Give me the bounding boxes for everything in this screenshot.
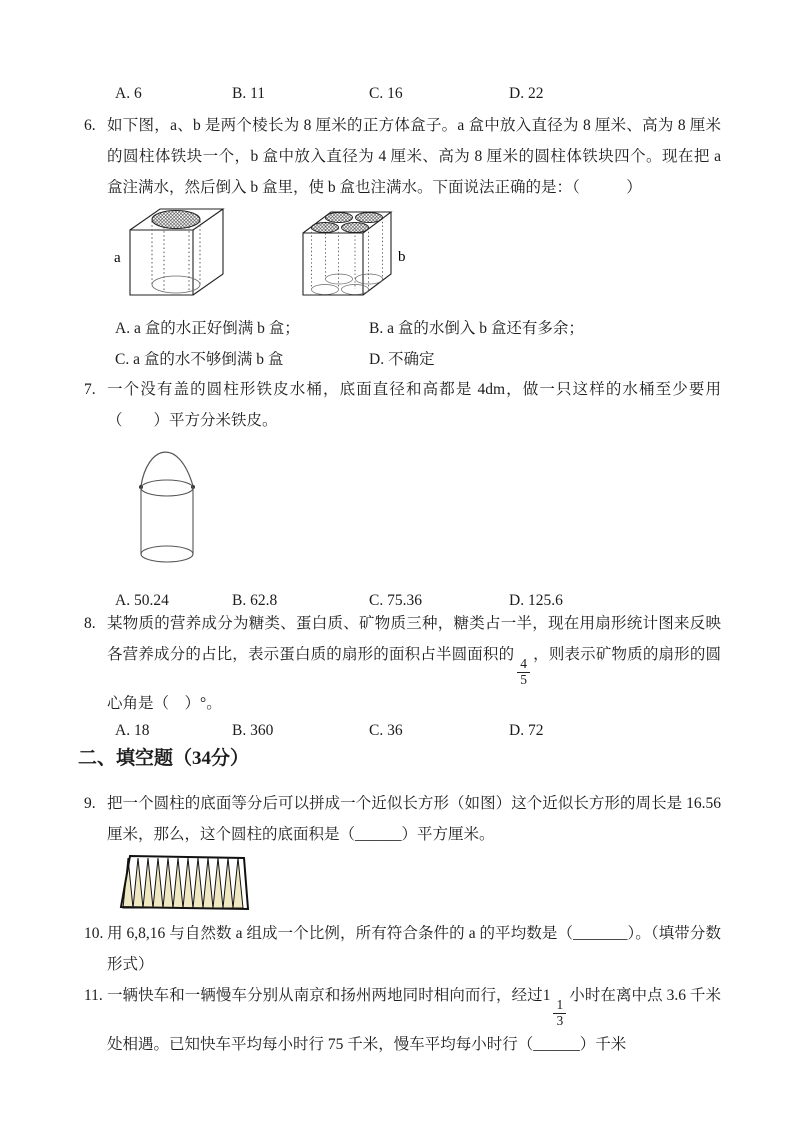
q7-option-b: B. 62.8 — [232, 592, 278, 609]
question-6 — [79, 110, 721, 203]
fraction-denominator: 5 — [520, 671, 528, 687]
question-7-number: 7. — [84, 381, 96, 398]
question-7 — [79, 374, 721, 436]
box-a-label: a — [114, 250, 121, 266]
bucket-diagram — [130, 441, 204, 569]
question-7-text: 一个没有盖的圆柱形铁皮水桶，底面直径和高都是 4dm，做一只这样的水桶至少要用（ ）平方分米铁皮。 — [107, 381, 721, 429]
question-8-text — [107, 608, 721, 719]
q8-option-b: B. 360 — [232, 722, 274, 739]
q8-option-c: C. 36 — [369, 722, 403, 739]
q6-options-row-2 — [79, 344, 721, 375]
box-b-label: b — [398, 249, 406, 265]
q11-text-before: 一辆快车和一辆慢车分别从南京和扬州两地同时相向而行，经过1 — [107, 987, 551, 1004]
bucket-rim — [141, 480, 193, 496]
q8-text-before: 某物质的营养成分为糖类、蛋白质、矿物质三种，糖类占一半，现在用扇形统计图来反映各营养成分的占比，表示蛋白质的扇形的面积占半圆面积的 — [107, 615, 721, 663]
q6-option-a: A. a 盒的水正好倒满 b 盒； — [115, 320, 300, 337]
fraction-four-fifths — [517, 657, 530, 688]
question-10-text: 用 6,8,16 与自然数 a 组成一个比例，所有符合条件的 a 的平均数是（_______）。（填带分数形式） — [107, 925, 721, 973]
fraction-numerator: 1 — [553, 998, 566, 1014]
question-9-text: 把一个圆柱的底面等分后可以拼成一个近似长方形（如图）这个近似长方形的周长是 16.56 厘米，那么，这个圆柱的底面积是（______）平方厘米。 — [107, 795, 721, 843]
q8-options-row — [79, 715, 721, 746]
bucket-handle — [141, 452, 193, 486]
fraction-one-third — [553, 998, 566, 1029]
cube-a-diagram — [113, 200, 228, 303]
q5-option-b: B. 11 — [232, 85, 266, 102]
question-11-text — [107, 980, 721, 1060]
q7-option-c: C. 75.36 — [369, 592, 422, 609]
bucket-bottom — [141, 546, 193, 562]
q5-options-row — [79, 78, 721, 109]
cylinder-a-top — [152, 211, 200, 229]
section-2-header: 二、填空题（34分） — [78, 748, 250, 769]
sector-teeth — [123, 858, 243, 908]
q6-option-d: D. 不确定 — [369, 351, 435, 368]
cube-b-diagram — [295, 203, 413, 303]
fraction-numerator: 4 — [517, 657, 530, 673]
cylinders-b-tops — [312, 213, 383, 233]
question-6-text: 如下图，a、b 是两个棱长为 8 厘米的正方体盒子。a 盒中放入直径为 8 厘米、高为 8 厘米的圆柱体铁块一个，b 盒中放入直径为 4 厘米、高为 8 厘米的圆柱体铁块四个。现在把 a 盒注满水，然后倒入 b 盒里，使 b 盒也注满水。下面说法正确的是：（ ） — [107, 117, 721, 196]
question-6-number: 6. — [84, 117, 96, 134]
q7-option-a: A. 50.24 — [115, 592, 169, 609]
question-9 — [79, 788, 721, 850]
bucket-sides — [141, 488, 193, 554]
question-10 — [79, 918, 721, 980]
q11-text-after: 小时在离中点 3.6 千米处相遇。已知快车平均每小时行 75 千米，慢车平均每小时行（______）千米 — [107, 987, 721, 1053]
question-9-number: 9. — [84, 795, 96, 812]
q5-option-c: C. 16 — [369, 85, 403, 102]
q6-option-b: B. a 盒的水倒入 b 盒还有多余； — [369, 320, 584, 337]
q8-option-d: D. 72 — [509, 722, 544, 739]
q8-option-a: A. 18 — [115, 722, 150, 739]
q7-option-d: D. 125.6 — [509, 592, 563, 609]
fraction-denominator: 3 — [556, 1012, 564, 1028]
question-11 — [79, 980, 721, 1060]
question-10-number: 10. — [84, 925, 104, 942]
question-11-number: 11. — [84, 987, 103, 1004]
q6-options-row-1 — [79, 313, 721, 344]
q5-option-d: D. 22 — [509, 85, 544, 102]
q5-option-a: A. 6 — [115, 85, 142, 102]
sector-strip-diagram — [118, 851, 250, 915]
cylinders-b-bottoms — [312, 274, 383, 295]
question-8 — [79, 608, 721, 719]
q8-text-after: ，则表示矿物质的扇形的圆心角是（ ）°。 — [107, 646, 721, 712]
question-8-number: 8. — [84, 615, 96, 632]
q6-option-c: C. a 盒的水不够倒满 b 盒 — [115, 351, 284, 368]
